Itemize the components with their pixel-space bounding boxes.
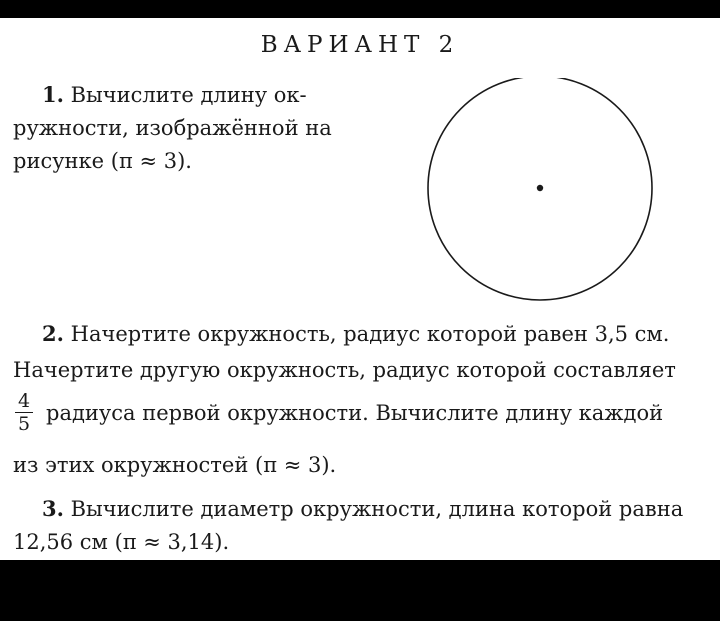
- fraction-numerator: 4: [17, 390, 31, 412]
- fraction-denominator: 5: [17, 413, 31, 435]
- task1-number: 1.: [42, 82, 64, 107]
- task1-line1: [42, 82, 307, 107]
- task2-line2: Начертите другую окружность, радиус которой составляет: [13, 358, 676, 382]
- task3-line1: [42, 496, 683, 521]
- task2-line1: [42, 321, 669, 346]
- task1-line3: рисунке (π ≈ 3).: [13, 149, 192, 173]
- task2-line3: радиуса первой окружности. Вычислите длину каждой: [46, 401, 664, 425]
- task3-text-1: Вычислите диаметр окружности, длина которой равна: [70, 497, 684, 521]
- worksheet-page: [0, 18, 720, 560]
- task2-text-1: Начертите окружность, радиус которой равен 3,5 см.: [70, 322, 670, 346]
- circle-center-dot: [537, 185, 543, 191]
- task3-line2: 12,56 см (π ≈ 3,14).: [13, 530, 230, 554]
- task3-number: 3.: [42, 496, 64, 521]
- task2-number: 2.: [42, 321, 64, 346]
- task1-line2: ружности, изображённой на: [13, 116, 332, 140]
- task2-line4: из этих окружностей (π ≈ 3).: [13, 453, 337, 477]
- variant-title: ВАРИАНТ 2: [260, 32, 460, 58]
- task1-text-1: Вычислите длину ок-: [70, 83, 307, 107]
- circle-figure: [425, 78, 655, 308]
- fraction-four-fifths: [13, 390, 35, 435]
